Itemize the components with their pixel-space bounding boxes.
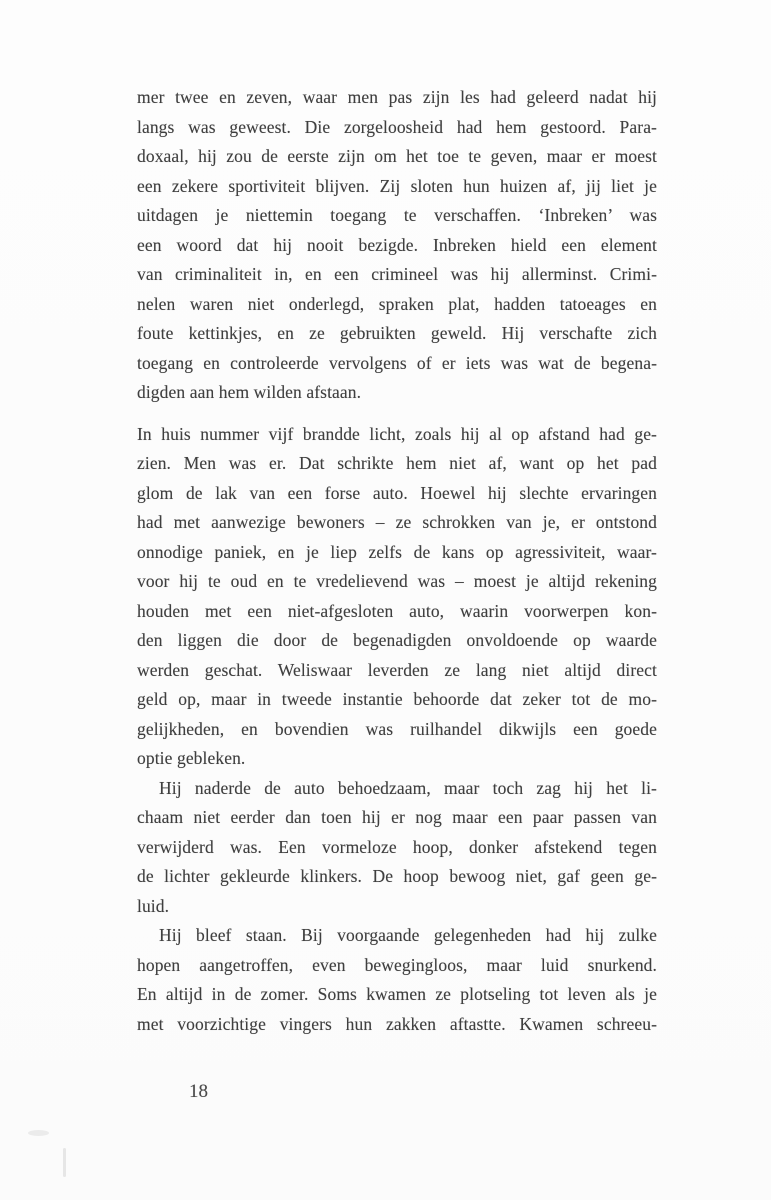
text-line: Hij bleef staan. Bij voorgaande gelegenheden had hij zulke xyxy=(159,925,657,945)
scan-artifact xyxy=(63,1148,66,1177)
text-line: zien. Men was er. Dat schrikte hem niet af, want op het pad xyxy=(137,453,657,473)
body-text xyxy=(137,83,657,1039)
paragraph xyxy=(137,921,657,1039)
text-line: luid. xyxy=(137,895,170,916)
text-line: mer twee en zeven, waar men pas zijn les had geleerd nadat hij xyxy=(137,87,657,107)
text-line: nelen waren niet onderlegd, spraken plat, hadden tatoeages en xyxy=(137,293,657,314)
text-line: Hij naderde de auto behoedzaam, maar toch zag hij het li- xyxy=(159,777,657,798)
text-line: voor hij te oud en te vredelievend was – moest je altijd rekening xyxy=(137,571,657,591)
page-number: 18 xyxy=(189,1081,208,1102)
text-line: hopen aangetroffen, even bewegingloos, maar luid snurkend. xyxy=(137,954,657,975)
text-line: een zekere sportiviteit blijven. Zij sloten hun huizen af, jij liet je xyxy=(137,175,657,196)
text-line: met voorzichtige vingers hun zakken aftastte. Kwamen schreeu- xyxy=(137,1013,657,1034)
paragraph xyxy=(137,420,657,774)
text-line: de lichter gekleurde klinkers. De hoop bewoog niet, gaf geen ge- xyxy=(137,866,657,886)
text-line: doxaal, hij zou de eerste zijn om het toe te geven, maar er moest xyxy=(137,146,657,166)
text-line: werden geschat. Weliswaar leverden ze lang niet altijd direct xyxy=(137,659,657,680)
text-line: had met aanwezige bewoners – ze schrokken van je, er ontstond xyxy=(137,512,657,532)
scan-artifact xyxy=(28,1130,49,1136)
text-line: digden aan hem wilden afstaan. xyxy=(137,382,362,402)
paragraph xyxy=(137,774,657,922)
text-line: glom de lak van een forse auto. Hoewel hij slechte ervaringen xyxy=(137,482,657,503)
text-line: chaam niet eerder dan toen hij er nog maar een paar passen van xyxy=(137,807,657,827)
text-line: In huis nummer vijf brandde licht, zoals hij al op afstand had ge- xyxy=(137,423,657,444)
text-line: toegang en controleerde vervolgens of er iets was wat de begena- xyxy=(137,352,657,373)
text-line: optie gebleken. xyxy=(137,748,246,768)
text-line: geld op, maar in tweede instantie behoorde dat zeker tot de mo- xyxy=(137,689,657,709)
text-line: den liggen die door de begenadigden onvoldoende op waarde xyxy=(137,630,657,650)
text-line: langs was geweest. Die zorgeloosheid had hem gestoord. Para- xyxy=(137,116,657,137)
text-line: een woord dat hij nooit bezigde. Inbreken hield een element xyxy=(137,234,657,255)
text-line: houden met een niet-afgesloten auto, waarin voorwerpen kon- xyxy=(137,600,657,621)
text-line: En altijd in de zomer. Soms kwamen ze plotseling tot leven als je xyxy=(137,984,657,1004)
paragraph xyxy=(137,83,657,408)
text-line: van criminaliteit in, en een crimineel was hij allerminst. Crimi- xyxy=(137,264,657,284)
text-line: verwijderd was. Een vormeloze hoop, donker afstekend tegen xyxy=(137,836,657,857)
text-line: foute kettinkjes, en ze gebruikten geweld. Hij verschafte zich xyxy=(137,323,657,343)
text-line: gelijkheden, en bovendien was ruilhandel dikwijls een goede xyxy=(137,718,657,739)
text-line: onnodige paniek, en je liep zelfs de kans op agressiviteit, waar- xyxy=(137,541,657,562)
text-line: uitdagen je niettemin toegang te verschaffen. ‘Inbreken’ was xyxy=(137,205,657,225)
